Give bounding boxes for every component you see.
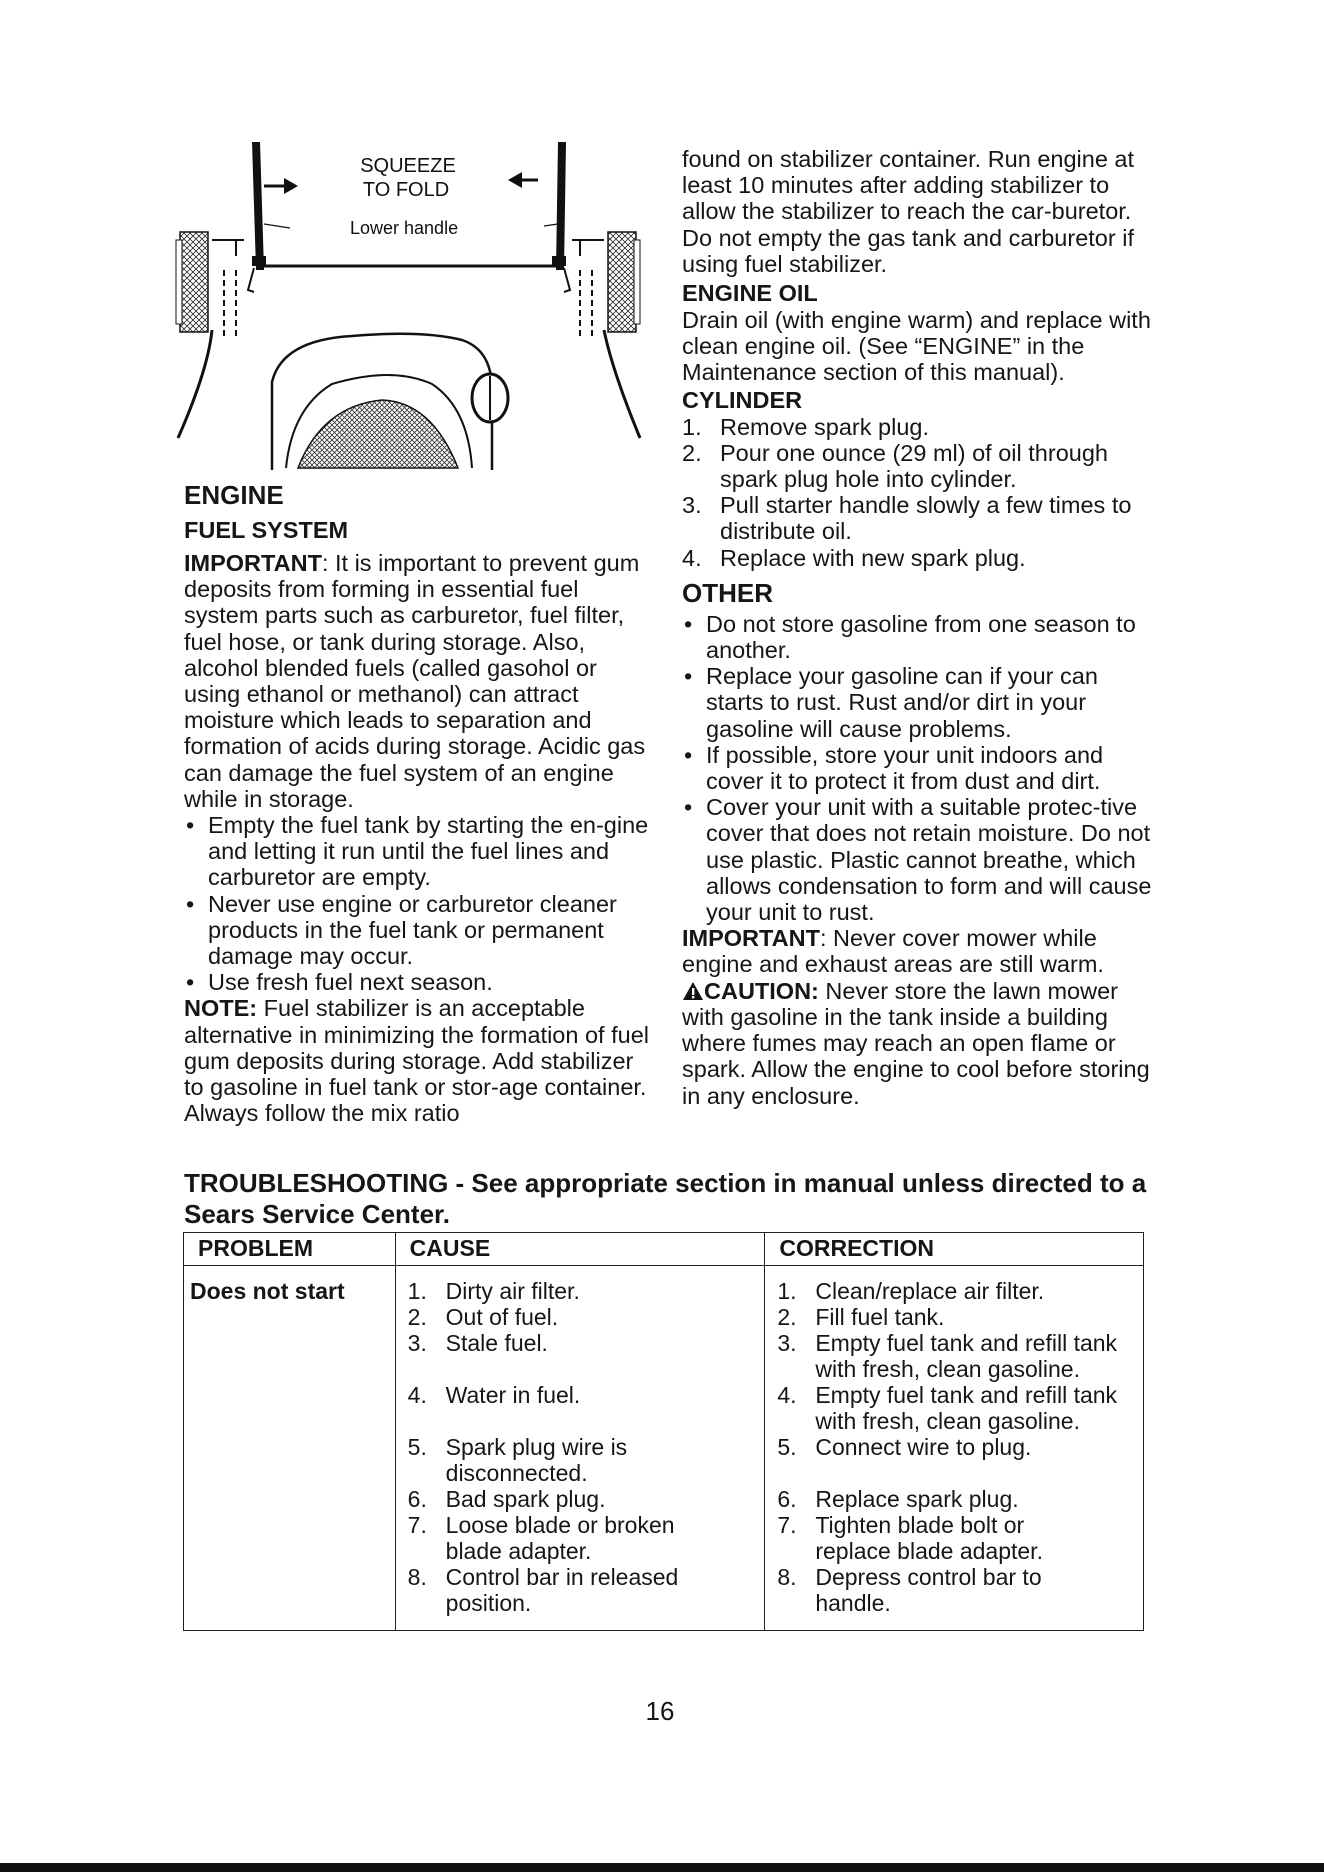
right-column	[682, 146, 1152, 1109]
spacer	[777, 1460, 1137, 1486]
list-item	[682, 440, 1152, 492]
list-item: • Do not store gasoline from one season to another.	[682, 611, 1152, 663]
item-number: 4.	[777, 1382, 797, 1408]
step-text: Remove spark plug.	[720, 413, 929, 440]
list-item: • Replace your gasoline can if your can starts to rust. Rust and/or dirt in your gasoline will cause problems.	[682, 663, 1152, 742]
step-text: Replace with new spark plug.	[720, 544, 1026, 571]
item-text: Empty fuel tank and refill tank with fresh, clean gasoline.	[815, 1382, 1118, 1434]
item-text: Water in fuel.	[445, 1382, 581, 1408]
item-text: Control bar in released position.	[445, 1564, 679, 1616]
item-number: 7.	[407, 1512, 427, 1538]
squeeze-label: SQUEEZE	[360, 155, 456, 177]
item-text: Loose blade or broken blade adapter.	[445, 1512, 675, 1564]
item-number: 3.	[407, 1330, 427, 1356]
caution-label: CAUTION:	[704, 977, 819, 1004]
item-number: 6.	[407, 1486, 427, 1512]
correction-item	[777, 1434, 1137, 1460]
step-number: 1.	[682, 413, 702, 440]
left-wheel	[176, 232, 208, 332]
item-number: 8.	[777, 1564, 797, 1590]
item-text: Fill fuel tank.	[815, 1304, 945, 1330]
column-header-cause: CAUSE	[395, 1233, 765, 1266]
lower-handle-label: Lower handle	[350, 218, 459, 238]
left-column	[184, 472, 654, 1126]
list-item	[682, 414, 1152, 440]
correction-item	[777, 1564, 1137, 1616]
note-label: NOTE:	[184, 995, 258, 1022]
item-text: Connect wire to plug.	[815, 1434, 1032, 1460]
cause-item	[408, 1564, 759, 1616]
cause-item	[408, 1304, 759, 1330]
correction-item	[777, 1382, 1137, 1434]
to-fold-label: TO FOLD	[362, 179, 450, 201]
other-bullet-list	[682, 611, 1152, 925]
list-item: • Empty the fuel tank by starting the en-gine and letting it run until the fuel lines and carburetor are empty.	[184, 812, 654, 891]
correction-cell	[765, 1266, 1144, 1631]
engine-drawing	[272, 334, 508, 470]
list-item	[682, 545, 1152, 571]
item-number: 1.	[777, 1278, 797, 1304]
other-heading: OTHER	[682, 577, 773, 608]
step-text: Pull starter handle slowly a few times to distribute oil.	[720, 492, 1132, 545]
cause-item	[408, 1330, 759, 1356]
item-number: 5.	[407, 1434, 427, 1460]
note-paragraph	[184, 995, 654, 1126]
fuel-bullet-list	[184, 812, 654, 995]
important-text: : It is important to prevent gum deposits from forming in essential fuel system parts such as carburetor, fuel filter, fuel hose, or tank during storage. Also, alcohol blended fuels (called gasohol or using ethanol or methanol) can attract moisture which leads to separation and formation of acids during storage. Acidic gas can damage the fuel system of an engine while in storage.	[184, 550, 646, 812]
important-text: : Never cover mower while engine and exhaust areas are still warm.	[682, 925, 1104, 978]
spacer	[408, 1408, 759, 1434]
item-number: 5.	[777, 1434, 797, 1460]
table-header-row	[184, 1233, 1144, 1266]
cause-cell	[395, 1266, 765, 1631]
item-text: Depress control bar to handle.	[815, 1564, 1042, 1616]
step-number: 4.	[682, 544, 702, 571]
item-text: Out of fuel.	[445, 1304, 559, 1330]
item-number: 8.	[407, 1564, 427, 1590]
troubleshooting-table	[183, 1232, 1144, 1631]
cause-item	[408, 1382, 759, 1408]
spacer	[408, 1356, 759, 1382]
column-header-problem: PROBLEM	[184, 1233, 396, 1266]
important-paragraph	[184, 550, 654, 812]
item-text: Clean/replace air filter.	[815, 1278, 1045, 1304]
cylinder-heading: CYLINDER	[682, 386, 803, 413]
important-label: IMPORTANT	[682, 925, 820, 952]
correction-item	[777, 1278, 1137, 1304]
list-item	[682, 492, 1152, 544]
item-text: Stale fuel.	[445, 1330, 548, 1356]
note-text: Fuel stabilizer is an acceptable alternative in minimizing the formation of fuel gum deposits during storage. Add stabilizer to gasoline in fuel tank or stor-age container. Always follow the mix ratio	[184, 995, 649, 1127]
engine-oil-text: Drain oil (with engine warm) and replace with clean engine oil. (See “ENGINE” in the Maintenance section of this manual).	[682, 307, 1151, 386]
page-number: 16	[645, 1696, 675, 1726]
cylinder-steps	[682, 414, 1152, 571]
step-text: Pour one ounce (29 ml) of oil through spark plug hole into cylinder.	[720, 439, 1108, 493]
problem-cell: Does not start	[184, 1266, 396, 1631]
item-text: Empty fuel tank and refill tank with fresh, clean gasoline.	[815, 1330, 1118, 1382]
cause-item	[408, 1434, 759, 1486]
scan-bottom-edge	[0, 1863, 1324, 1872]
item-text: Dirty air filter.	[445, 1278, 580, 1304]
cause-item	[408, 1486, 759, 1512]
item-number: 1.	[407, 1278, 427, 1304]
correction-item	[777, 1330, 1137, 1382]
correction-item	[777, 1304, 1137, 1330]
column-header-correction: CORRECTION	[765, 1233, 1144, 1266]
important-warm-paragraph	[682, 925, 1152, 977]
handle-fold-illustration	[172, 140, 652, 470]
table-row	[184, 1266, 1144, 1631]
engine-oil-heading: ENGINE OIL	[682, 280, 818, 307]
correction-item	[777, 1512, 1137, 1564]
caution-text: Never store the lawn mower with gasoline in the tank inside a building where fumes may reach an open flame or spark. Allow the engine to cool before storing in any enclosure.	[682, 977, 1150, 1109]
engine-heading: ENGINE	[184, 480, 284, 510]
caution-paragraph	[682, 978, 1152, 1109]
stabilizer-continued-text: found on stabilizer container. Run engine at least 10 minutes after adding stabilizer to allow the stabilizer to reach the car-buretor. Do not empty the gas tank and carburetor if using fuel stabilizer.	[682, 146, 1135, 277]
list-item: • If possible, store your unit indoors and cover it to protect it from dust and dirt.	[682, 742, 1152, 794]
item-text: Replace spark plug.	[815, 1486, 1019, 1512]
step-number: 2.	[682, 439, 702, 466]
fuel-system-heading: FUEL SYSTEM	[184, 517, 349, 543]
item-number: 4.	[407, 1382, 427, 1408]
list-item: • Never use engine or carburetor cleaner products in the fuel tank or permanent damage may occur.	[184, 891, 654, 970]
cause-item	[408, 1512, 759, 1564]
item-text: Spark plug wire is disconnected.	[445, 1434, 628, 1486]
item-text: Tighten blade bolt or replace blade adapter.	[815, 1512, 1043, 1564]
list-item: • Cover your unit with a suitable protec-tive cover that does not retain moisture. Do not use plastic. Plastic cannot breathe, which allows condensation to form and will cause your unit to rust.	[682, 794, 1152, 925]
warning-triangle-icon	[682, 981, 704, 1001]
item-text: Bad spark plug.	[445, 1486, 606, 1512]
list-item: • Use fresh fuel next season.	[184, 969, 654, 995]
item-number: 2.	[777, 1304, 797, 1330]
correction-item	[777, 1486, 1137, 1512]
right-wheel	[608, 232, 640, 332]
item-number: 7.	[777, 1512, 797, 1538]
cause-item	[408, 1278, 759, 1304]
item-number: 2.	[407, 1304, 427, 1330]
item-number: 6.	[777, 1486, 797, 1512]
item-number: 3.	[777, 1330, 797, 1356]
step-number: 3.	[682, 492, 702, 519]
troubleshooting-title: TROUBLESHOOTING - See appropriate section in manual unless directed to a Sears Service Center.	[184, 1168, 1147, 1229]
important-label: IMPORTANT	[184, 550, 322, 576]
